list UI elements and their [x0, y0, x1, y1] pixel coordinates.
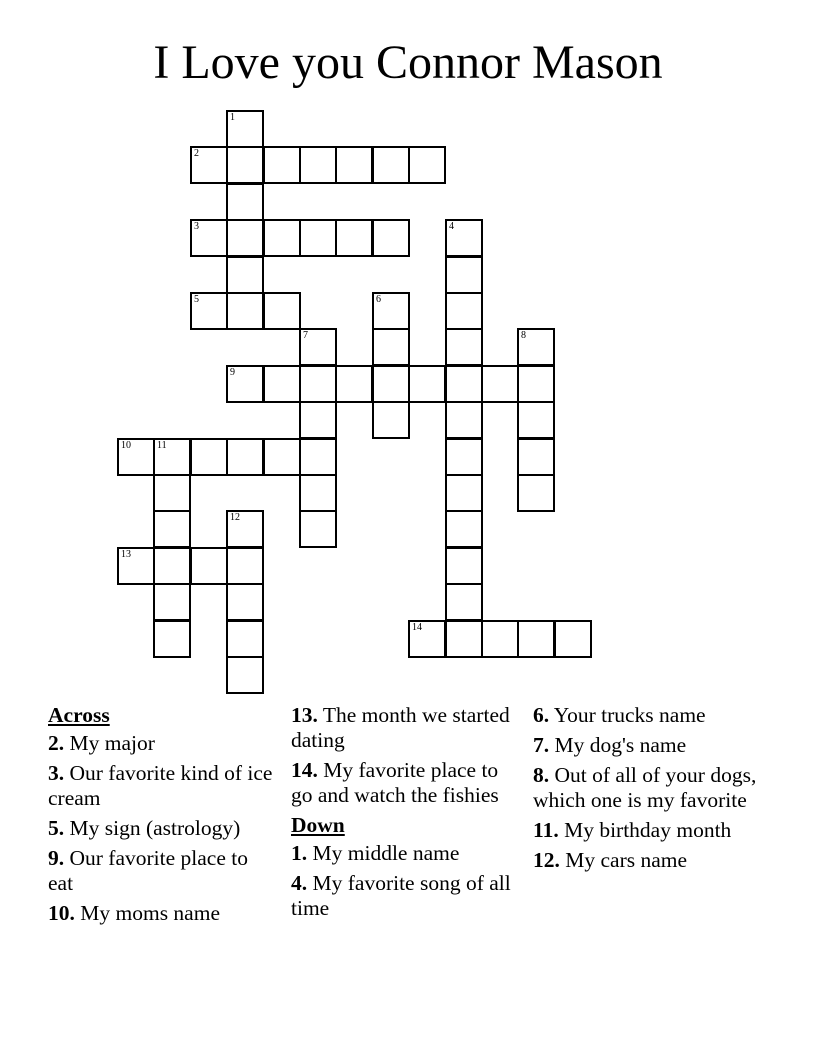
grid-cell[interactable]: [445, 365, 483, 403]
grid-cell[interactable]: [226, 583, 264, 621]
grid-cell[interactable]: [445, 256, 483, 294]
grid-cell[interactable]: [299, 510, 337, 548]
grid-cell[interactable]: [445, 510, 483, 548]
grid-cell[interactable]: [190, 292, 228, 330]
clue-number: 2: [194, 148, 199, 159]
grid-cell[interactable]: [445, 474, 483, 512]
clue-number-label: 5.: [48, 816, 65, 840]
grid-cell[interactable]: [153, 583, 191, 621]
grid-cell[interactable]: [445, 438, 483, 476]
clue-number: 10: [121, 440, 131, 451]
clue-number-label: 10.: [48, 901, 75, 925]
grid-cell[interactable]: [517, 474, 555, 512]
grid-cell[interactable]: [372, 292, 410, 330]
grid-cell[interactable]: [117, 438, 155, 476]
grid-cell[interactable]: [335, 219, 373, 257]
clue: [291, 871, 523, 921]
clue-number: 13: [121, 549, 131, 560]
grid-cell[interactable]: [372, 401, 410, 439]
grid-cell[interactable]: [445, 292, 483, 330]
clue-number: 8: [521, 330, 526, 341]
grid-cell[interactable]: [445, 620, 483, 658]
grid-cell[interactable]: [299, 401, 337, 439]
grid-cell[interactable]: [263, 292, 301, 330]
puzzle-title: I Love you Connor Mason: [153, 36, 663, 89]
grid-cell[interactable]: [153, 547, 191, 585]
grid-cell[interactable]: [153, 474, 191, 512]
grid-cell[interactable]: [263, 146, 301, 184]
grid-cell[interactable]: [372, 219, 410, 257]
clue: [291, 758, 523, 808]
clue-number: 1: [230, 112, 235, 123]
grid-cell[interactable]: [299, 219, 337, 257]
grid-cell[interactable]: [445, 583, 483, 621]
grid-cell[interactable]: [517, 438, 555, 476]
clue: [533, 763, 763, 813]
grid-cell[interactable]: [517, 365, 555, 403]
grid-cell[interactable]: [226, 219, 264, 257]
clue-number-label: 11.: [533, 818, 559, 842]
grid-cell[interactable]: [445, 219, 483, 257]
clue: [291, 841, 523, 866]
clue-text: Out of all of your dogs, which one is my favorite: [533, 763, 757, 812]
clue-number: 11: [157, 440, 167, 451]
clue-number-label: 7.: [533, 733, 550, 757]
grid-cell[interactable]: [263, 438, 301, 476]
grid-cell[interactable]: [226, 438, 264, 476]
grid-cell[interactable]: [517, 328, 555, 366]
clue: [533, 818, 763, 843]
clue-number: 5: [194, 294, 199, 305]
grid-cell[interactable]: [408, 365, 446, 403]
clue-text: My favorite place to go and watch the fishies: [291, 758, 499, 807]
clue-text: My middle name: [307, 841, 460, 865]
grid-cell[interactable]: [445, 401, 483, 439]
grid-cell[interactable]: [153, 438, 191, 476]
clue-number-label: 14.: [291, 758, 318, 782]
clue-text: Our favorite place to eat: [48, 846, 248, 895]
grid-cell[interactable]: [481, 620, 519, 658]
grid-cell[interactable]: [299, 365, 337, 403]
clue-text: Your trucks name: [549, 703, 706, 727]
grid-cell[interactable]: [226, 256, 264, 294]
grid-cell[interactable]: [190, 547, 228, 585]
clue-number-label: 2.: [48, 731, 65, 755]
clue: [48, 816, 278, 841]
grid-cell[interactable]: [226, 292, 264, 330]
clue-text: Our favorite kind of ice cream: [48, 761, 273, 810]
clue-number: 4: [449, 221, 454, 232]
clue-text: My favorite song of all time: [291, 871, 511, 920]
clue-number-label: 12.: [533, 848, 560, 872]
grid-cell[interactable]: [372, 365, 410, 403]
clue-text: My moms name: [74, 901, 220, 925]
grid-cell[interactable]: [190, 438, 228, 476]
grid-cell[interactable]: [445, 547, 483, 585]
grid-cell[interactable]: [335, 146, 373, 184]
grid-cell[interactable]: [226, 183, 264, 221]
grid-cell[interactable]: [299, 146, 337, 184]
grid-cell[interactable]: [408, 620, 446, 658]
grid-cell[interactable]: [372, 146, 410, 184]
clue-number-label: 8.: [533, 763, 550, 787]
clue-number-label: 1.: [291, 841, 308, 865]
across-heading: Across: [48, 703, 110, 727]
down-heading: Down: [291, 813, 345, 837]
clue: [533, 733, 763, 758]
clue-number-label: 9.: [48, 846, 65, 870]
clue-number: 12: [230, 512, 240, 523]
grid-cell[interactable]: [408, 146, 446, 184]
grid-cell[interactable]: [226, 146, 264, 184]
grid-cell[interactable]: [226, 656, 264, 694]
clue: [291, 703, 523, 753]
grid-cell[interactable]: [153, 510, 191, 548]
grid-cell[interactable]: [445, 328, 483, 366]
grid-cell[interactable]: [117, 547, 155, 585]
grid-cell[interactable]: [517, 620, 555, 658]
grid-cell[interactable]: [226, 510, 264, 548]
grid-cell[interactable]: [517, 401, 555, 439]
clue: [48, 731, 278, 756]
clue-number: 3: [194, 221, 199, 232]
clue-column-2: [291, 703, 523, 926]
grid-cell[interactable]: [226, 620, 264, 658]
clue-text: My birthday month: [558, 818, 732, 842]
grid-cell[interactable]: [153, 620, 191, 658]
clue-text: My major: [64, 731, 155, 755]
clue-number-label: 3.: [48, 761, 65, 785]
clue-column-3: [533, 703, 763, 878]
grid-cell[interactable]: [335, 365, 373, 403]
grid-cell[interactable]: [190, 146, 228, 184]
grid-cell[interactable]: [226, 547, 264, 585]
grid-cell[interactable]: [372, 328, 410, 366]
grid-cell[interactable]: [554, 620, 592, 658]
clue: [533, 703, 763, 728]
clue: [48, 761, 278, 811]
clue-text: The month we started dating: [291, 703, 510, 752]
clue: [48, 901, 278, 926]
clue-text: My dog's name: [549, 733, 687, 757]
grid-cell[interactable]: [226, 365, 264, 403]
grid-cell[interactable]: [263, 365, 301, 403]
clue-number-label: 13.: [291, 703, 318, 727]
clue-text: My cars name: [559, 848, 688, 872]
grid-cell[interactable]: [190, 219, 228, 257]
grid-cell[interactable]: [263, 219, 301, 257]
grid-cell[interactable]: [299, 438, 337, 476]
clue-number: 9: [230, 367, 235, 378]
clue-number-label: 4.: [291, 871, 308, 895]
clue-number-label: 6.: [533, 703, 550, 727]
grid-cell[interactable]: [226, 110, 264, 148]
clue-number: 6: [376, 294, 381, 305]
clue: [533, 848, 763, 873]
clue: [48, 846, 278, 896]
grid-cell[interactable]: [481, 365, 519, 403]
clue-column-1: [48, 703, 278, 931]
clue-text: My sign (astrology): [64, 816, 241, 840]
clue-number: 14: [412, 622, 422, 633]
grid-cell[interactable]: [299, 474, 337, 512]
grid-cell[interactable]: [299, 328, 337, 366]
clue-number: 7: [303, 330, 308, 341]
